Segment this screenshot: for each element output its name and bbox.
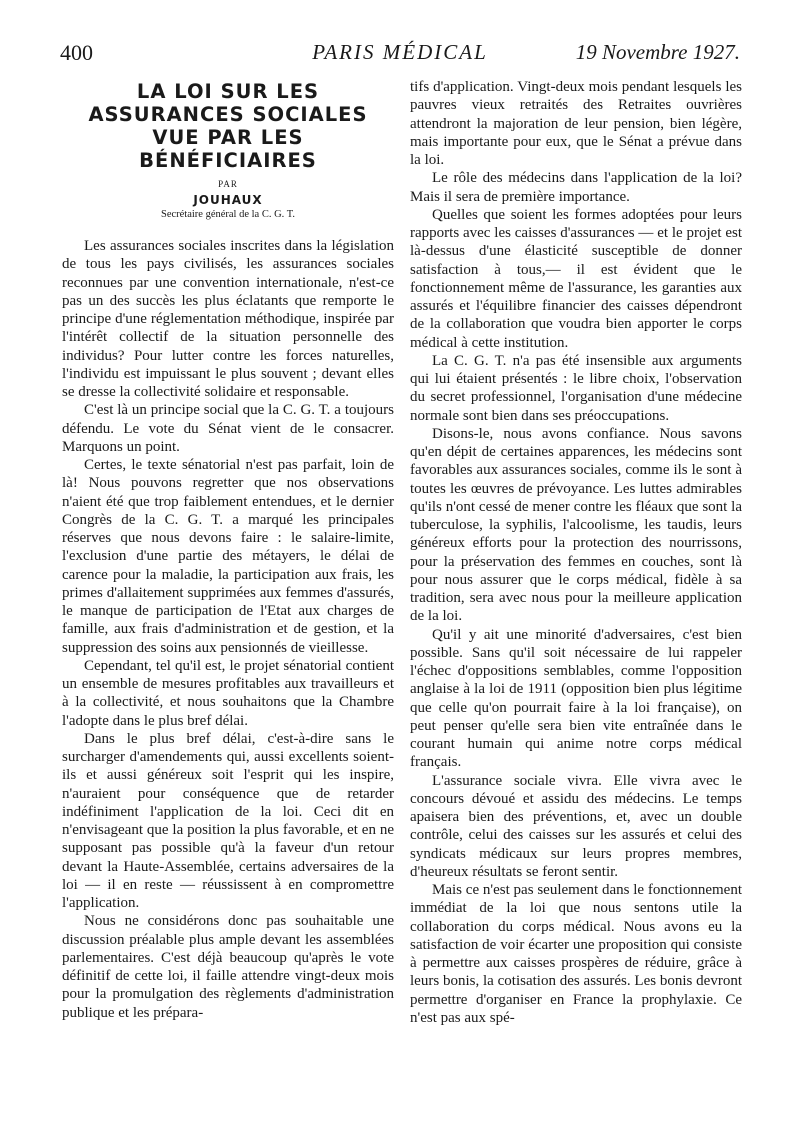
issue-date: 19 Novembre 1927. <box>575 40 740 64</box>
paragraph: Les assurances sociales inscrites dans la législation de tous les pays civilisés, les assurances sociales reconnues par une convention internationale, n'est-ce pas un des succès les plus éclatants que remporte le principe d'une réglementation méthodique, inspirée par l'intérêt collectif de la situation personnelle des individus? Pour lutter contre les forces naturelles, l'individu est impuissant le plus souvent ; devant elles se dresse la collectivité solidaire et responsable. <box>62 238 394 400</box>
paragraph: Certes, le texte sénatorial n'est pas parfait, loin de là! Nous pouvons regretter que nos observations n'aient été que trop faiblement entendues, et le dernier Congrès de la C. G. T. a marqué les principales réserves que nous devons faire : le salaire-limite, l'exclusion d'une partie des métayers, le délai de carence pour la maladie, la participation aux frais, les primes d'allaitement supprimées aux femmes d'assurés, le manque de participation de l'Etat aux charges de famille, aux frais d'administration et de gestion, et la suppression des soins aux pensionnés de vieillesse. <box>62 457 394 656</box>
title-line: BÉNÉFICIAIRES <box>139 149 317 172</box>
paragraph: Qu'il y ait une minorité d'adversaires, c'est bien possible. Sans qu'il soit nécessaire de lui rappeler l'échec d'oppositions semblables, comme l'opposition anglaise à la loi de 1911 (opposition bien plus légitime que celle qu'on pourrait faire à la loi française), on peut penser qu'elle sera bien vite entraînée dans le courant humain qui anime notre corps médical français. <box>410 626 742 771</box>
page-number: 400 <box>60 40 93 65</box>
paragraph: Mais ce n'est pas seulement dans le fonctionnement immédiat de la loi que nous sentons utile la collaboration du corps médical. Nous avons eu la satisfaction de voir écarter une proposition qui consiste à permettre aux caisses prospères de réduire, grâce à leurs bonis, la cotisation des assurés. Les bonis devront permettre d'organiser en France la prophylaxie. Ce n'est pas aux spé- <box>410 882 742 1026</box>
paragraph: Cependant, tel qu'il est, le projet sénatorial contient un ensemble de mesures profitables aux travailleurs et à la collectivité, et nous souhaitons que la Chambre l'adopte dans le plus bref délai. <box>62 657 394 729</box>
author-name: JOUHAUX <box>193 193 263 207</box>
right-column <box>410 78 742 1027</box>
title-line: LA LOI SUR LES <box>136 80 320 103</box>
article-title <box>62 78 394 172</box>
paragraph: Quelles que soient les formes adoptées pour leurs rapports avec les caisses d'assurances — et le projet est là-dessus d'une élasticité susceptible de donner satisfaction à tous,— il est évident que le fonctionnement même de l'assurance, les garanties aux assurés et l'équilibre financier des caisses dépendront de la collaboration que voudra bien apporter le corps médical à cette institution. <box>410 206 742 351</box>
paragraph: Nous ne considérons donc pas souhaitable une discussion préalable plus ample devant les assemblées parlementaires. C'est déjà beaucoup qu'après le vote définitif de cette loi, il faille attendre vingt-deux mois pour la promulgation des règlements d'administration publique et les prépara- <box>62 913 394 1021</box>
author-affiliation: Secrétaire général de la C. G. T. <box>160 209 295 220</box>
paragraph: L'assurance sociale vivra. Elle vivra avec le concours dévoué et assidu des médecins. Le temps apaisera bien des préventions, et, avec un double contrôle, celui des caisses sur les assurés et celui des syndicats médicaux sur leurs propres membres, d'heureux résultats se feront sentir. <box>410 772 742 880</box>
paragraph: C'est là un principe social que la C. G. T. a toujours défendu. Le vote du Sénat vient de le consacrer. Marquons un point. <box>62 402 394 455</box>
paragraph: Dans le plus bref délai, c'est-à-dire sans le surcharger d'amendements qui, aussi excellents soient-ils et aussi généreux soit l'esprit qui les inspire, n'auraient pour conséquence que de retarder indéfiniment l'application de la loi. Ceci dit en n'envisageant que la position la plus favorable, et en ne supposant pas possible qu'à la faveur d'un retour devant la Haute-Assemblée, certains adversaires de la loi — il en reste — réussissent à en compromettre l'application. <box>62 730 394 911</box>
byline-par: PAR <box>218 179 238 189</box>
paragraph: Disons-le, nous avons confiance. Nous savons qu'en dépit de certaines apparences, les médecins sont favorables aux assurances sociales, comme ils le sont à toutes les œuvres de prévoyance. Les luttes admirables qu'ils n'ont cessé de mener contre les fléaux que sont la tuberculose, la syphilis, l'alcoolisme, les taudis, leurs généreux efforts pour la protection des nourrissons, pour la préservation des femmes en couches, sont là pour nous assurer que le corps médical, fidèle à sa tradition, sera avec nous pour la meilleure application de la loi. <box>410 425 742 625</box>
journal-title: PARIS MÉDICAL <box>312 40 488 64</box>
left-column <box>62 78 394 1022</box>
paragraph-continued: tifs d'application. Vingt-deux mois pendant lesquels les pauvres vieux retraités des Retraites ouvrières attendront la majoration de leur pension, bien légère, mais importante pour eux, que le Sénat a prévue dans la loi. <box>410 79 742 168</box>
running-head <box>60 40 740 70</box>
paragraph: Le rôle des médecins dans l'application de la loi? Mais il sera de première importance. <box>410 170 742 205</box>
title-line: ASSURANCES SOCIALES <box>88 103 368 126</box>
paragraph: La C. G. T. n'a pas été insensible aux arguments qui lui étaient présentés : le libre choix, l'observation du secret professionnel, l'organisation d'une médecine normale sont bien dans ses préoccupations. <box>410 352 742 424</box>
title-line: VUE PAR LES <box>152 126 304 149</box>
